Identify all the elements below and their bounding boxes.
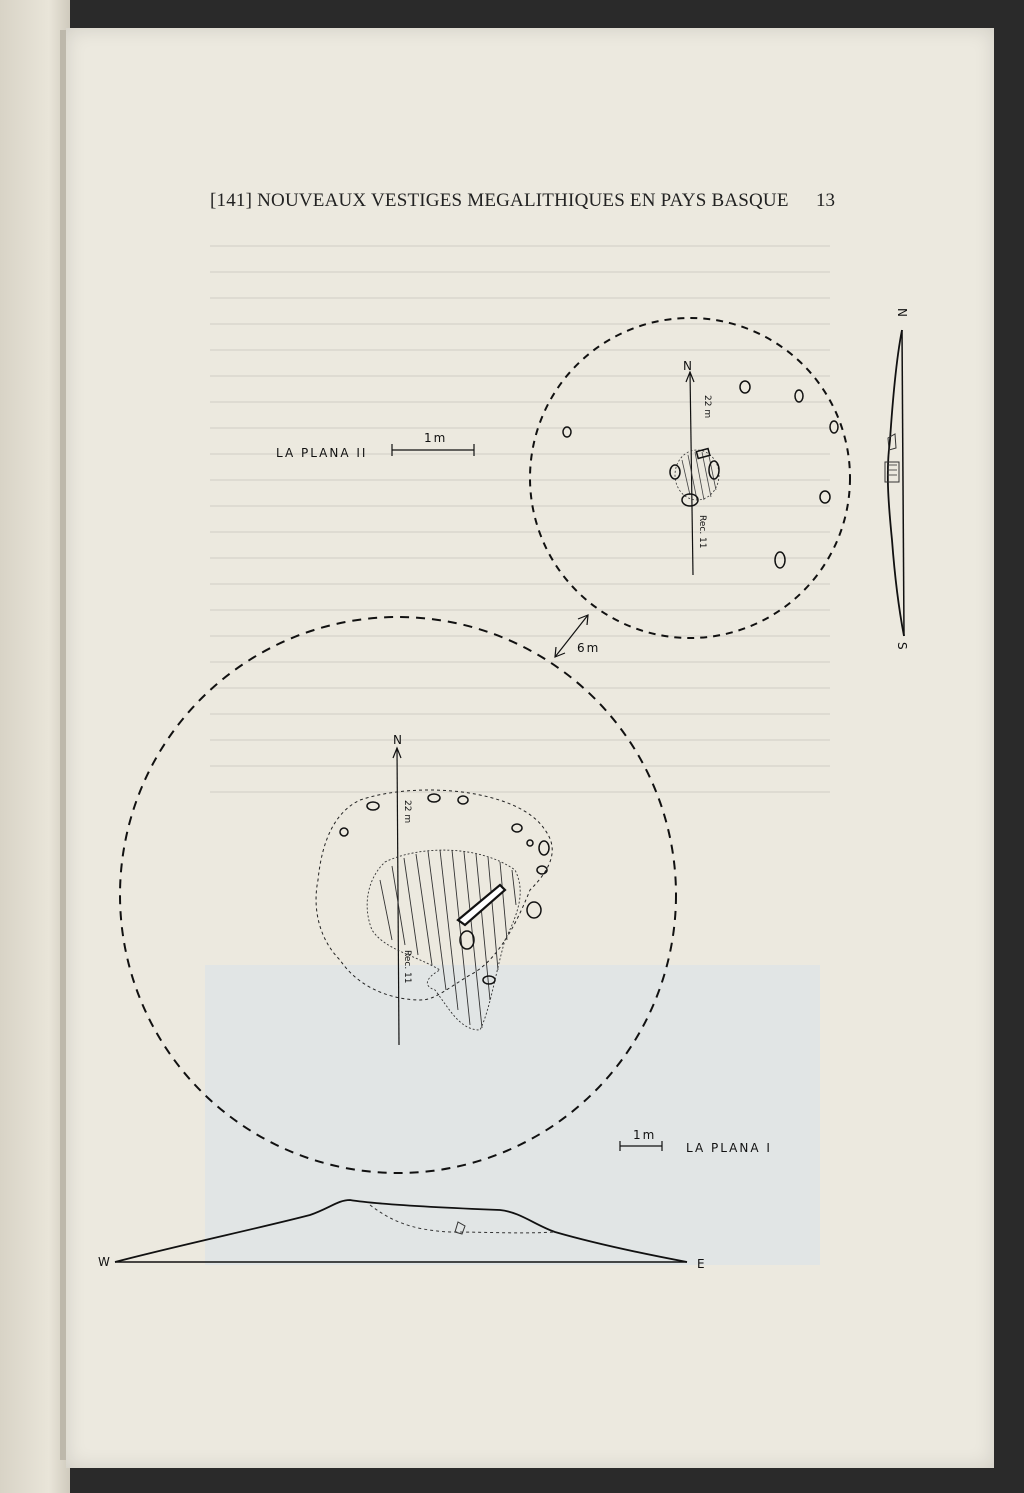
plan-2-axis-bottom-label: Rec. 11 [697,515,707,549]
running-header: [141] NOUVEAUX VESTIGES MEGALITHIQUES EN PAYS BASQUE [210,190,789,211]
plan-2-title [276,446,367,460]
profile-west-label: W [98,1255,112,1269]
distance-marker [555,615,600,657]
plan-1-axis-top-label: 22 m [402,800,412,824]
plan-1-axis-bottom-label: Rec. 11 [402,950,412,984]
profile-west-east [98,1200,707,1271]
distance-label: 6m [577,641,601,655]
plan-1-label: LA PLANA I [686,1141,772,1155]
plan-2-scale-label: 1m [424,431,448,445]
plan-2-north-label: N [683,359,694,373]
profile-east-label: E [697,1257,707,1271]
plan-2-label: LA PLANA II [276,446,368,460]
plan-1-scale-label: 1m [633,1128,657,1142]
profile-south-label: S [895,642,909,652]
profile-north-label: N [895,308,909,319]
plan-2-scale-bar [392,431,474,456]
page-number: 13 [816,190,835,211]
plan-2-hatched-area [675,450,719,500]
plan-1-north-label: N [393,733,404,747]
plan-1-hatched-area [367,850,520,1030]
profile-north-south [885,308,909,652]
plan-1-scale-bar [620,1128,662,1151]
plan-2-axis-top-label: 22 m [702,395,712,419]
